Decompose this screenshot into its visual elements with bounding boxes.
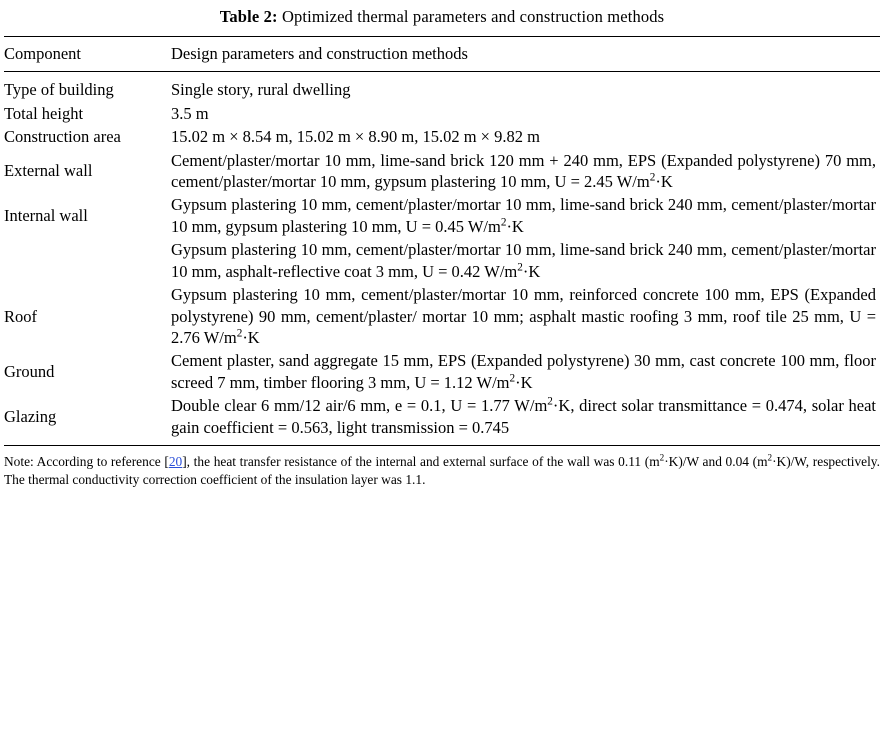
row-component: Construction area xyxy=(4,127,121,147)
row-component: Ground xyxy=(4,362,55,382)
desc-text: Cement plaster, sand aggregate 15 mm, EPS (Expanded polystyrene) 30 mm, cast concrete 100 mm, floor screed 7 mm, timber flooring 3 mm, U = 1.12 W/m xyxy=(171,351,876,392)
row-description xyxy=(171,238,880,283)
row-description xyxy=(171,394,880,445)
desc-text: Gypsum plastering 10 mm, cement/plaster/mortar 10 mm, reinforced concrete 100 mm, EPS (Expanded polystyrene) 90 mm, cement/plaster/ mortar 10 mm; asphalt mastic roofing 3 mm, roof tile 25 mm, U = 2.76 W/m xyxy=(171,285,876,348)
note-sup-1: 2 xyxy=(659,452,665,463)
note-part-2: ], the heat transfer resistance of the internal and external surface of the wall was 0.11 (m xyxy=(182,454,660,470)
row-component: Roof xyxy=(4,306,37,326)
desc-text-post: ·K xyxy=(506,216,524,236)
desc-text-post: ·K xyxy=(242,328,260,348)
desc-text: Gypsum plastering 10 mm, cement/plaster/mortar 10 mm, lime-sand brick 240 mm, cement/plaster/mortar 10 mm, asphalt-reflective coat 3 mm, U = 0.42 W/m xyxy=(171,240,876,281)
note-part-1: Note: According to reference [ xyxy=(4,454,169,470)
desc-sup: 2 xyxy=(517,261,523,274)
desc-text-post: ·K xyxy=(515,372,533,392)
table-caption-text: Optimized thermal parameters and construction methods xyxy=(281,7,665,26)
table-row xyxy=(4,125,880,148)
header-component: Component xyxy=(4,37,171,72)
note-part-4: ·K)/W, respectively. The thermal conductivity correction coefficient of the insulation layer was 1.1. xyxy=(4,454,880,487)
table-caption xyxy=(4,6,880,27)
desc-sup: 2 xyxy=(547,395,553,408)
row-description xyxy=(171,149,880,194)
desc-text: Cement/plaster/mortar 10 mm, lime-sand brick 120 mm + 240 mm, EPS (Expanded polystyrene) 70 mm, cement/plaster/mortar 10 mm, gypsum plastering 10 mm, U = 2.45 W/m xyxy=(171,150,876,191)
row-description xyxy=(171,283,880,349)
desc-sup: 2 xyxy=(649,171,656,184)
table-row xyxy=(4,149,880,194)
row-component: Glazing xyxy=(4,407,57,427)
table-row xyxy=(4,283,880,349)
row-component: Type of building xyxy=(4,80,114,100)
table-row xyxy=(4,193,880,238)
desc-text-post: ·K xyxy=(655,171,673,191)
row-component xyxy=(4,238,171,283)
row-description: 15.02 m × 8.54 m, 15.02 m × 8.90 m, 15.02 m × 9.82 m xyxy=(171,127,540,147)
row-component: Total height xyxy=(4,103,84,123)
desc-sup: 2 xyxy=(500,216,507,229)
reference-link-20[interactable]: 20 xyxy=(168,454,183,470)
row-description: 3.5 m xyxy=(171,103,209,123)
table-row xyxy=(4,394,880,445)
note-sup-2: 2 xyxy=(767,452,773,463)
table-row xyxy=(4,72,880,102)
row-description xyxy=(171,349,880,394)
row-component: External wall xyxy=(4,161,93,181)
row-component: Internal wall xyxy=(4,206,88,226)
table-row xyxy=(4,238,880,283)
note-part-3: ·K)/W and 0.04 (m xyxy=(664,454,768,470)
desc-text: Double clear 6 mm/12 air/6 mm, e = 0.1, U = 1.77 W/m xyxy=(171,396,548,416)
desc-text-post: ·K, direct solar transmittance = 0.474, solar heat gain coefficient = 0.563, light transmission = 0.745 xyxy=(171,396,876,437)
desc-sup: 2 xyxy=(509,372,516,385)
row-description: Single story, rural dwelling xyxy=(171,80,351,100)
desc-text: Gypsum plastering 10 mm, cement/plaster/mortar 10 mm, lime-sand brick 240 mm, cement/plaster/mortar 10 mm, gypsum plastering 10 mm, U = 0.45 W/m xyxy=(171,195,876,236)
table-caption-label: Table 2: xyxy=(219,7,278,26)
parameters-table xyxy=(4,36,880,446)
table-row xyxy=(4,349,880,394)
table-header-row xyxy=(4,37,880,72)
table-row xyxy=(4,102,880,125)
row-description xyxy=(171,193,880,238)
header-design-parameters: Design parameters and construction methods xyxy=(171,37,880,72)
table-note xyxy=(4,453,880,488)
desc-sup: 2 xyxy=(236,327,243,340)
desc-text-post: ·K xyxy=(522,261,541,281)
